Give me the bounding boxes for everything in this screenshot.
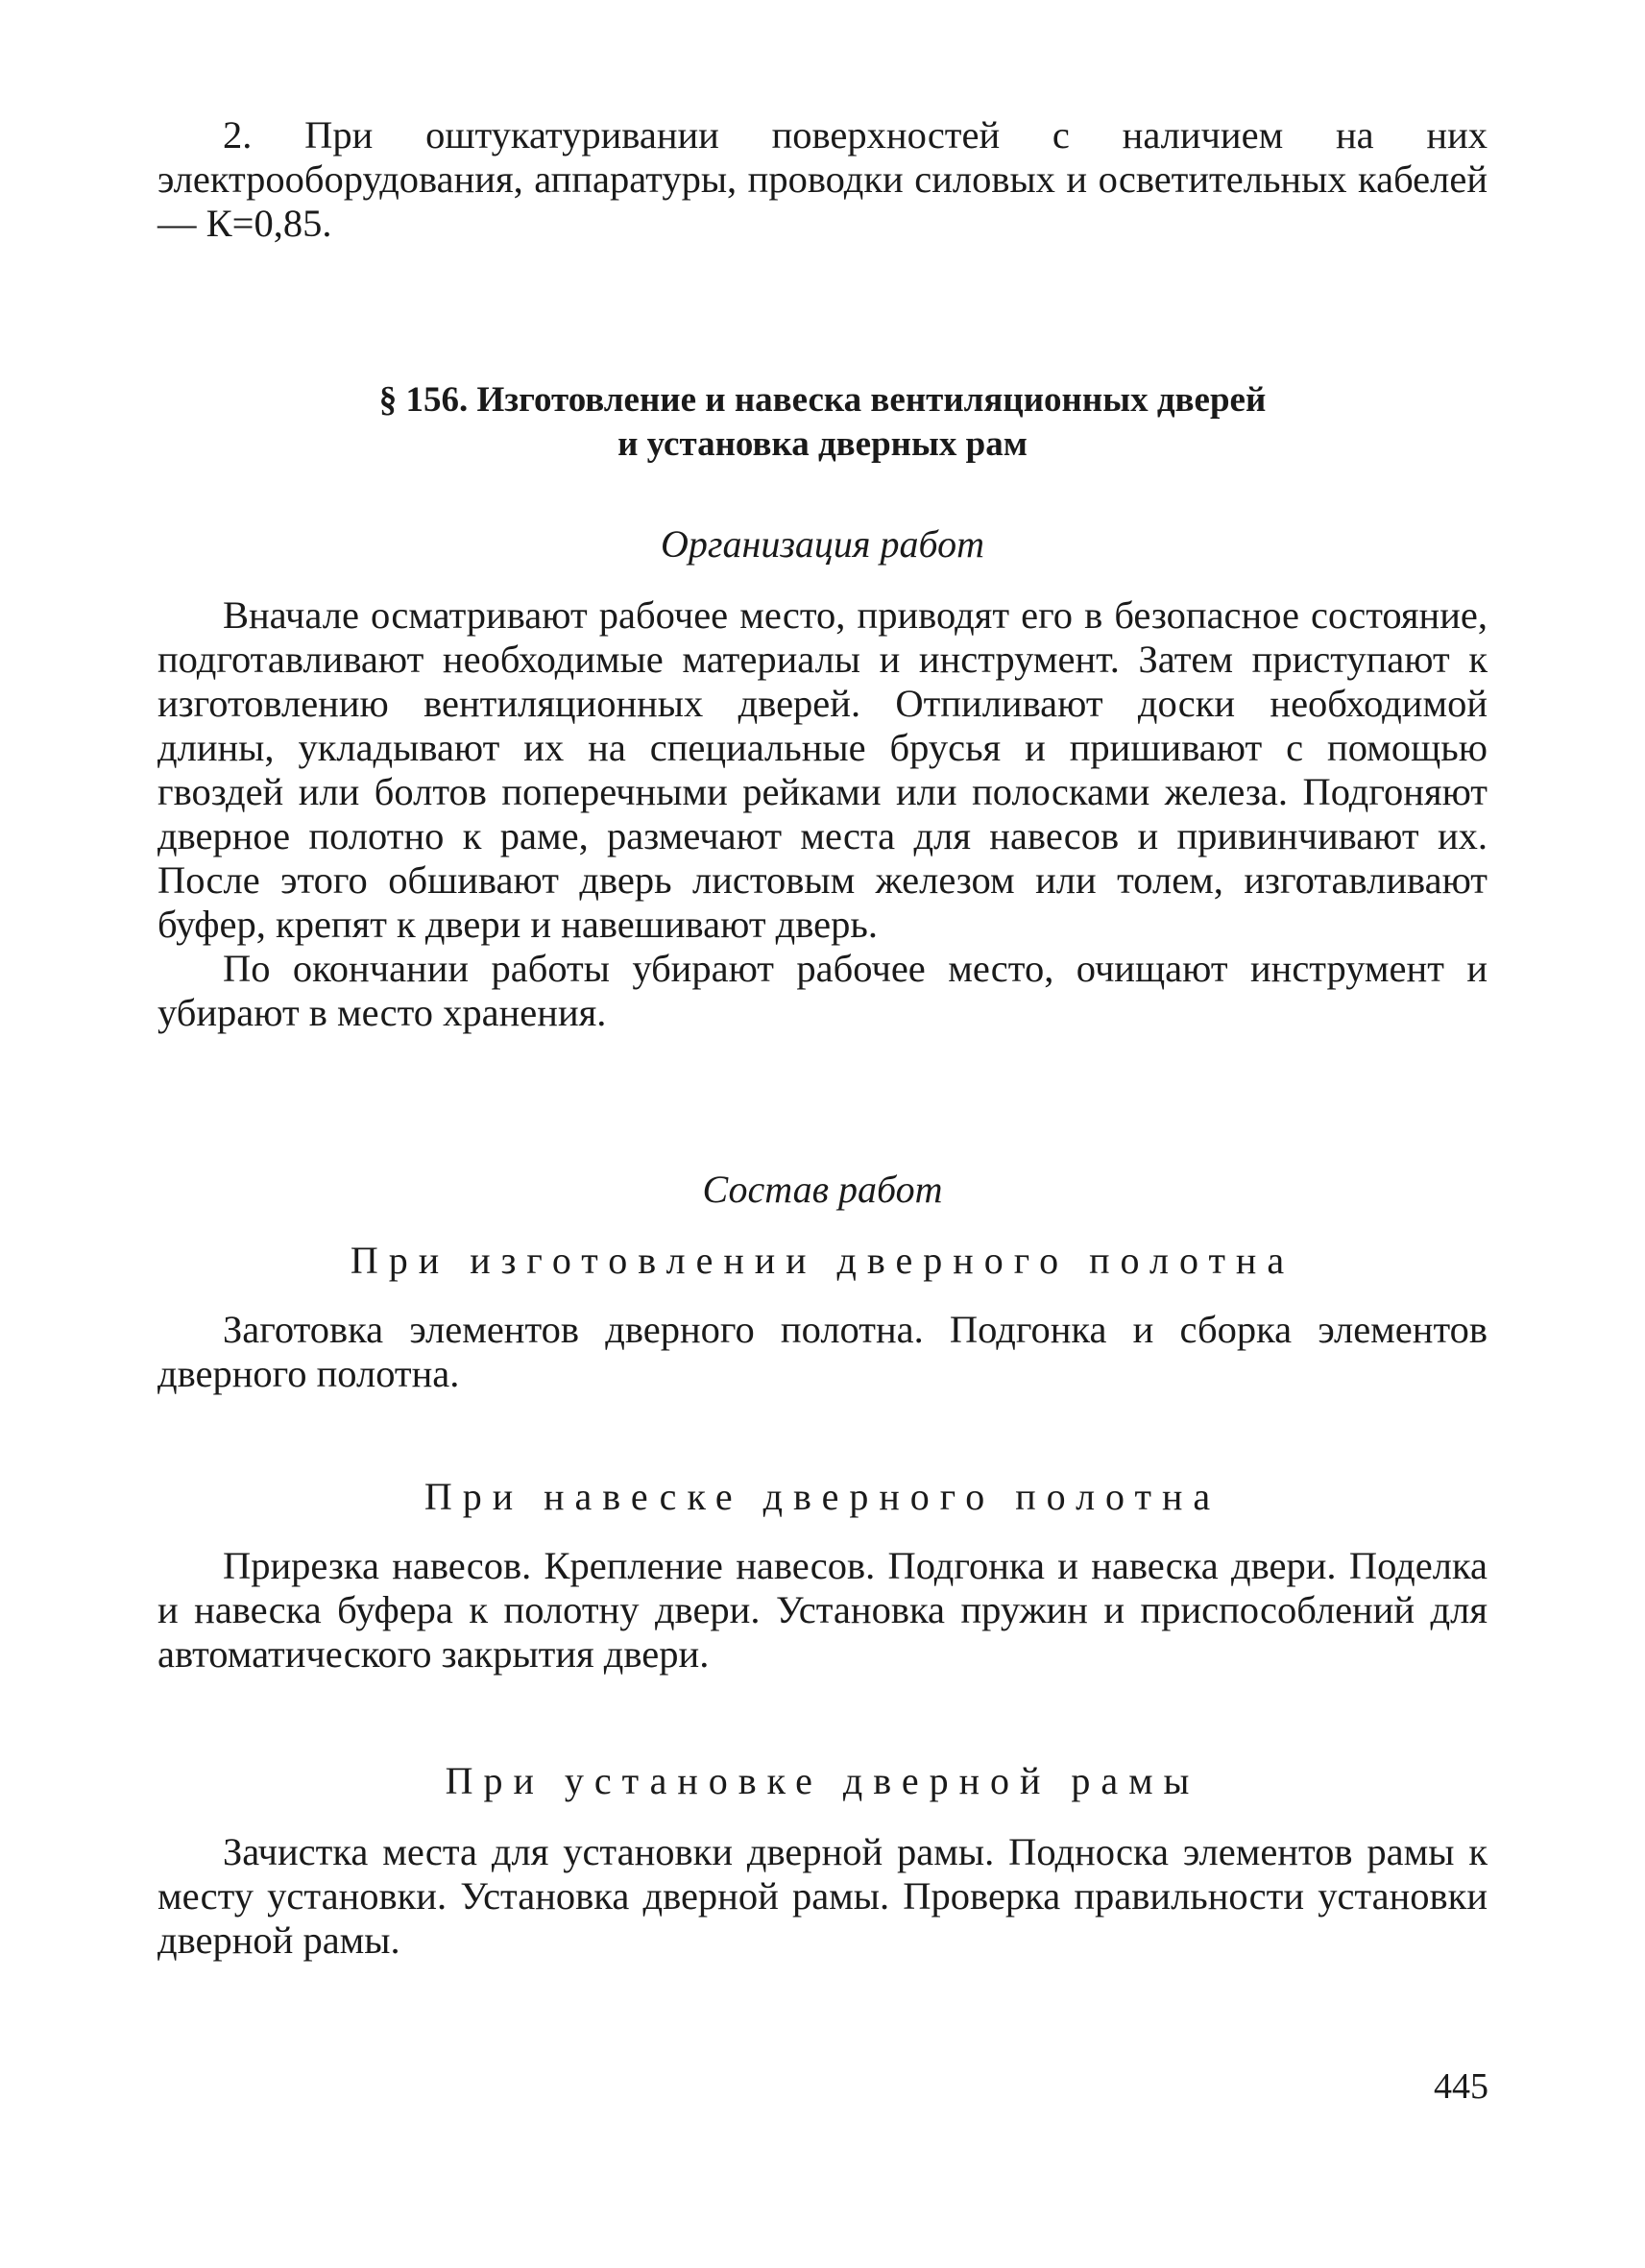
- composition-heading: Состав работ: [702, 1168, 943, 1211]
- section-title: [157, 378, 1488, 467]
- organization-paragraph-1: Вначале осматривают рабочее место, приводят его в безопасное состояние, подготавливают необходимые материалы и инструмент. Затем приступают к изготовлению вентиляционных дверей. Отпиливают доски необходимой длины, укладывают их на специальные брусья и пришивают с помощью гвоздей или болтов поперечными рейками или полосками железа. Подгоняют дверное полотно к раме, размечают места для навесов и привинчивают их. После этого обшивают дверь листовым железом или толем, изготавливают буфер, крепят к двери и навешивают дверь.: [157, 593, 1488, 946]
- subsection-text-door-frame-installation: Зачистка места для установки дверной рамы. Подноска элементов рамы к месту установки. Установка дверной рамы. Проверка правильности установки дверной рамы.: [157, 1830, 1488, 1962]
- subsection-text-door-leaf-making: Заготовка элементов дверного полотна. Подгонка и сборка элементов дверного полотна.: [157, 1308, 1488, 1395]
- page-number: 445: [1434, 2066, 1488, 2107]
- organization-heading: Организация работ: [660, 522, 984, 566]
- intro-paragraph: 2. При оштукатуривании поверхностей с наличием на них электрооборудования, аппаратуры, проводки силовых и осветительных кабелей — К=0,85.: [157, 113, 1488, 245]
- subsection-heading-door-frame-installation: При установке дверной рамы: [445, 1759, 1200, 1802]
- page-content: [157, 113, 1488, 1963]
- subsection-heading-door-leaf-making: При изготовлении дверного полотна: [350, 1239, 1295, 1282]
- organization-paragraph-2: По окончании работы убирают рабочее место, очищают инструмент и убирают в место хранения.: [157, 947, 1488, 1034]
- section-title-line-1: § 156. Изготовление и навеска вентиляционных дверей: [378, 380, 1267, 420]
- subsection-heading-door-leaf-hanging: При навеске дверного полотна: [423, 1475, 1222, 1518]
- subsection-text-door-leaf-hanging: Прирезка навесов. Крепление навесов. Подгонка и навеска двери. Поделка и навеска буфера к полотну двери. Установка пружин и приспособлений для автоматического закрытия двери.: [157, 1544, 1488, 1676]
- section-title-line-2: и установка дверных рам: [617, 424, 1028, 464]
